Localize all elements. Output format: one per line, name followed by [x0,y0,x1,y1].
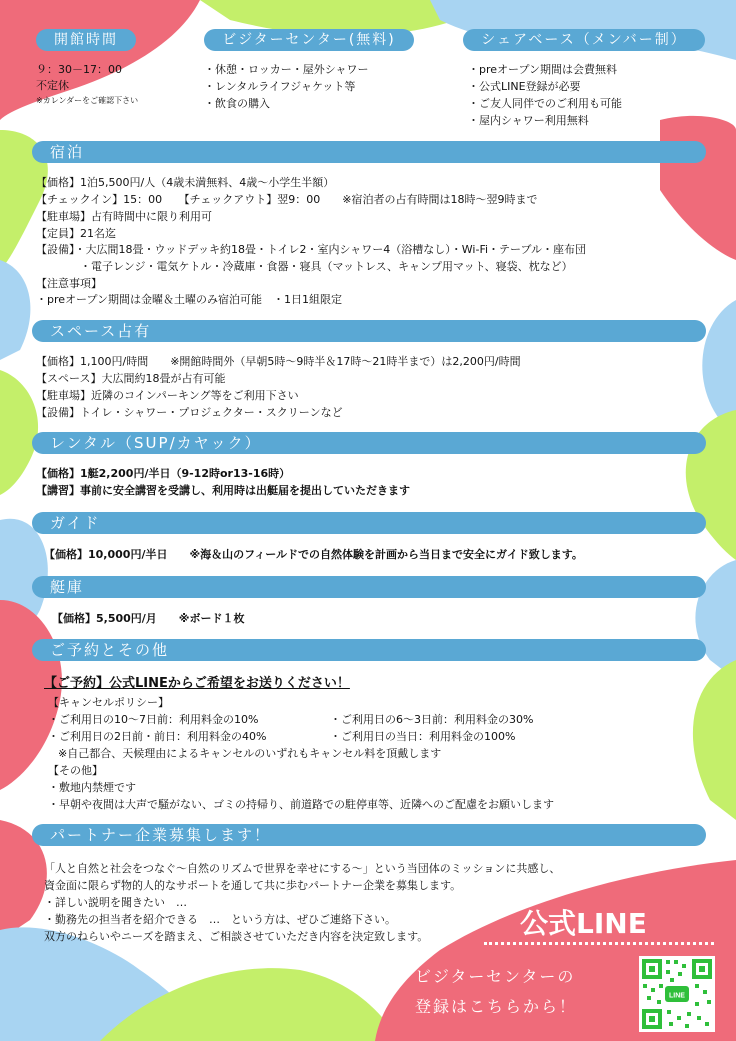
share-item: ・公式LINE登録が必要 [468,80,581,93]
dotted-divider [484,942,714,945]
share-item: ・preオープン期間は会費無料 [468,63,618,76]
stay-line: ・電子レンジ・電気ケトル・冷蔵庫・食器・寝具（マットレス、キャンプ用マット、寝袋、枕など） [36,260,573,273]
visitor-title: ビジターセンター(無料) [204,29,414,51]
stay-line: 【駐車場】占有時間中に限り利用可 [36,210,212,223]
section-bar-rental: レンタル（SUP/カヤック） [32,432,706,454]
policy-item: ・ご利用日の当日：利用料金の100% [330,730,516,743]
share-title: シェアベース（メンバー制） [463,29,705,51]
reserve-headline: 【ご予約】公式LINEからご希望をお送りください！ [44,676,350,691]
guide-line: 【価格】10,000円/半日 ※海＆山のフィールドでの自然体験を計画から当日まで安全にガイド致します。 [44,548,583,561]
stay-line: 【定員】21名迄 [36,227,116,240]
other-item: ・早朝や夜間は大声で騒がない、ゴミの持帰り、前道路での駐停車等、近隣へのご配慮をお願いします [48,798,554,811]
rental-line: 【講習】事前に安全講習を受講し、利用時は出艇届を提出していただきます [36,484,410,497]
stay-line: 【価格】1泊5,500円/人（4歳未満無料、4歳～小学生半額） [36,176,335,189]
partner-line: ・詳しい説明を聞きたい … [44,896,187,909]
hours-time: ９：30－17：00 [36,63,122,76]
line-qr-code[interactable] [639,956,715,1032]
space-line: 【スペース】大広間約18畳が占有可能 [36,372,226,385]
stay-line: 【チェックイン】15：00 【チェックアウト】翌9：00 ※宿泊者の占有時間は18時～翌9時まで [36,193,538,206]
section-bar-reserve: ご予約とその他 [32,639,706,661]
other-title: 【その他】 [48,764,103,777]
policy-item: ・ご利用日の10～7日前：利用料金の10% [48,713,259,726]
partner-line: ・勤務先の担当者を紹介できる … という方は、ぜひご連絡下さい。 [44,913,396,926]
section-bar-storage: 艇庫 [32,576,706,598]
rental-line: 【価格】1艇2,200円/半日（9-12時or13-16時） [36,467,291,480]
stay-line: 【設備】・大広間18畳・ウッドデッキ約18畳・トイレ2・室内シャワー4（浴槽なし）・Wi-Fi・テーブル・座布団 [36,243,587,256]
visitor-item: ・レンタルライフジャケット等 [204,80,356,93]
space-line: 【駐車場】近隣のコインパーキング等をご利用下さい [36,389,299,402]
space-line: 【設備】トイレ・シャワー・プロジェクター・スクリーンなど [36,406,343,419]
policy-title: 【キャンセルポリシー】 [48,696,169,709]
policy-item: ・ご利用日の6～3日前：利用料金の30% [330,713,534,726]
space-line: 【価格】1,100円/時間 ※開館時間外（早朝5時～9時半＆17時～21時半まで）は2,200円/時間 [36,355,521,368]
share-item: ・ご友人同伴でのご利用も可能 [468,97,622,110]
visitor-item: ・休憩・ロッカー・屋外シャワー [204,63,369,76]
storage-line: 【価格】5,500円/月 ※ボード１枚 [52,612,245,625]
stay-line: ・preオープン期間は金曜＆土曜のみ宿泊可能 ・1日1組限定 [36,293,343,306]
share-item: ・屋内シャワー利用無料 [468,114,589,127]
stay-line: 【注意事項】 [36,277,102,290]
section-bar-space: スペース占有 [32,320,706,342]
qr-line-label: LINE [669,992,685,1000]
register-text-line1: ビジターセンターの [415,967,576,986]
hours-closed: 不定休 [36,79,69,92]
section-bar-guide: ガイド [32,512,706,534]
visitor-item: ・飲食の購入 [204,97,270,110]
section-bar-stay: 宿泊 [32,141,706,163]
line-title: 公式LINE [520,907,647,940]
partner-line: 双方のねらいやニーズを踏まえ、ご相談させていただき内容を決定致します。 [44,930,429,943]
hours-title: 開館時間 [36,29,136,51]
other-item: ・敷地内禁煙です [48,781,136,794]
partner-line: 「人と自然と社会をつなぐ～自然のリズムで世界を幸せにする～」という当団体のミッションに共感し、 [44,862,561,875]
qr-code-icon [639,956,715,1032]
register-text-line2: 登録はこちらから！ [415,997,578,1016]
hours-note: ※カレンダーをご確認下さい [36,96,139,105]
policy-note: ※自己都合、天候理由によるキャンセルのいずれもキャンセル料を頂戴します [58,747,442,760]
partner-line: 資金面に限らず物的人的なサポートを通して共に歩むパートナー企業を募集します。 [44,879,462,892]
policy-item: ・ご利用日の2日前・前日：利用料金の40% [48,730,267,743]
section-bar-partner: パートナー企業募集します！ [32,824,706,846]
